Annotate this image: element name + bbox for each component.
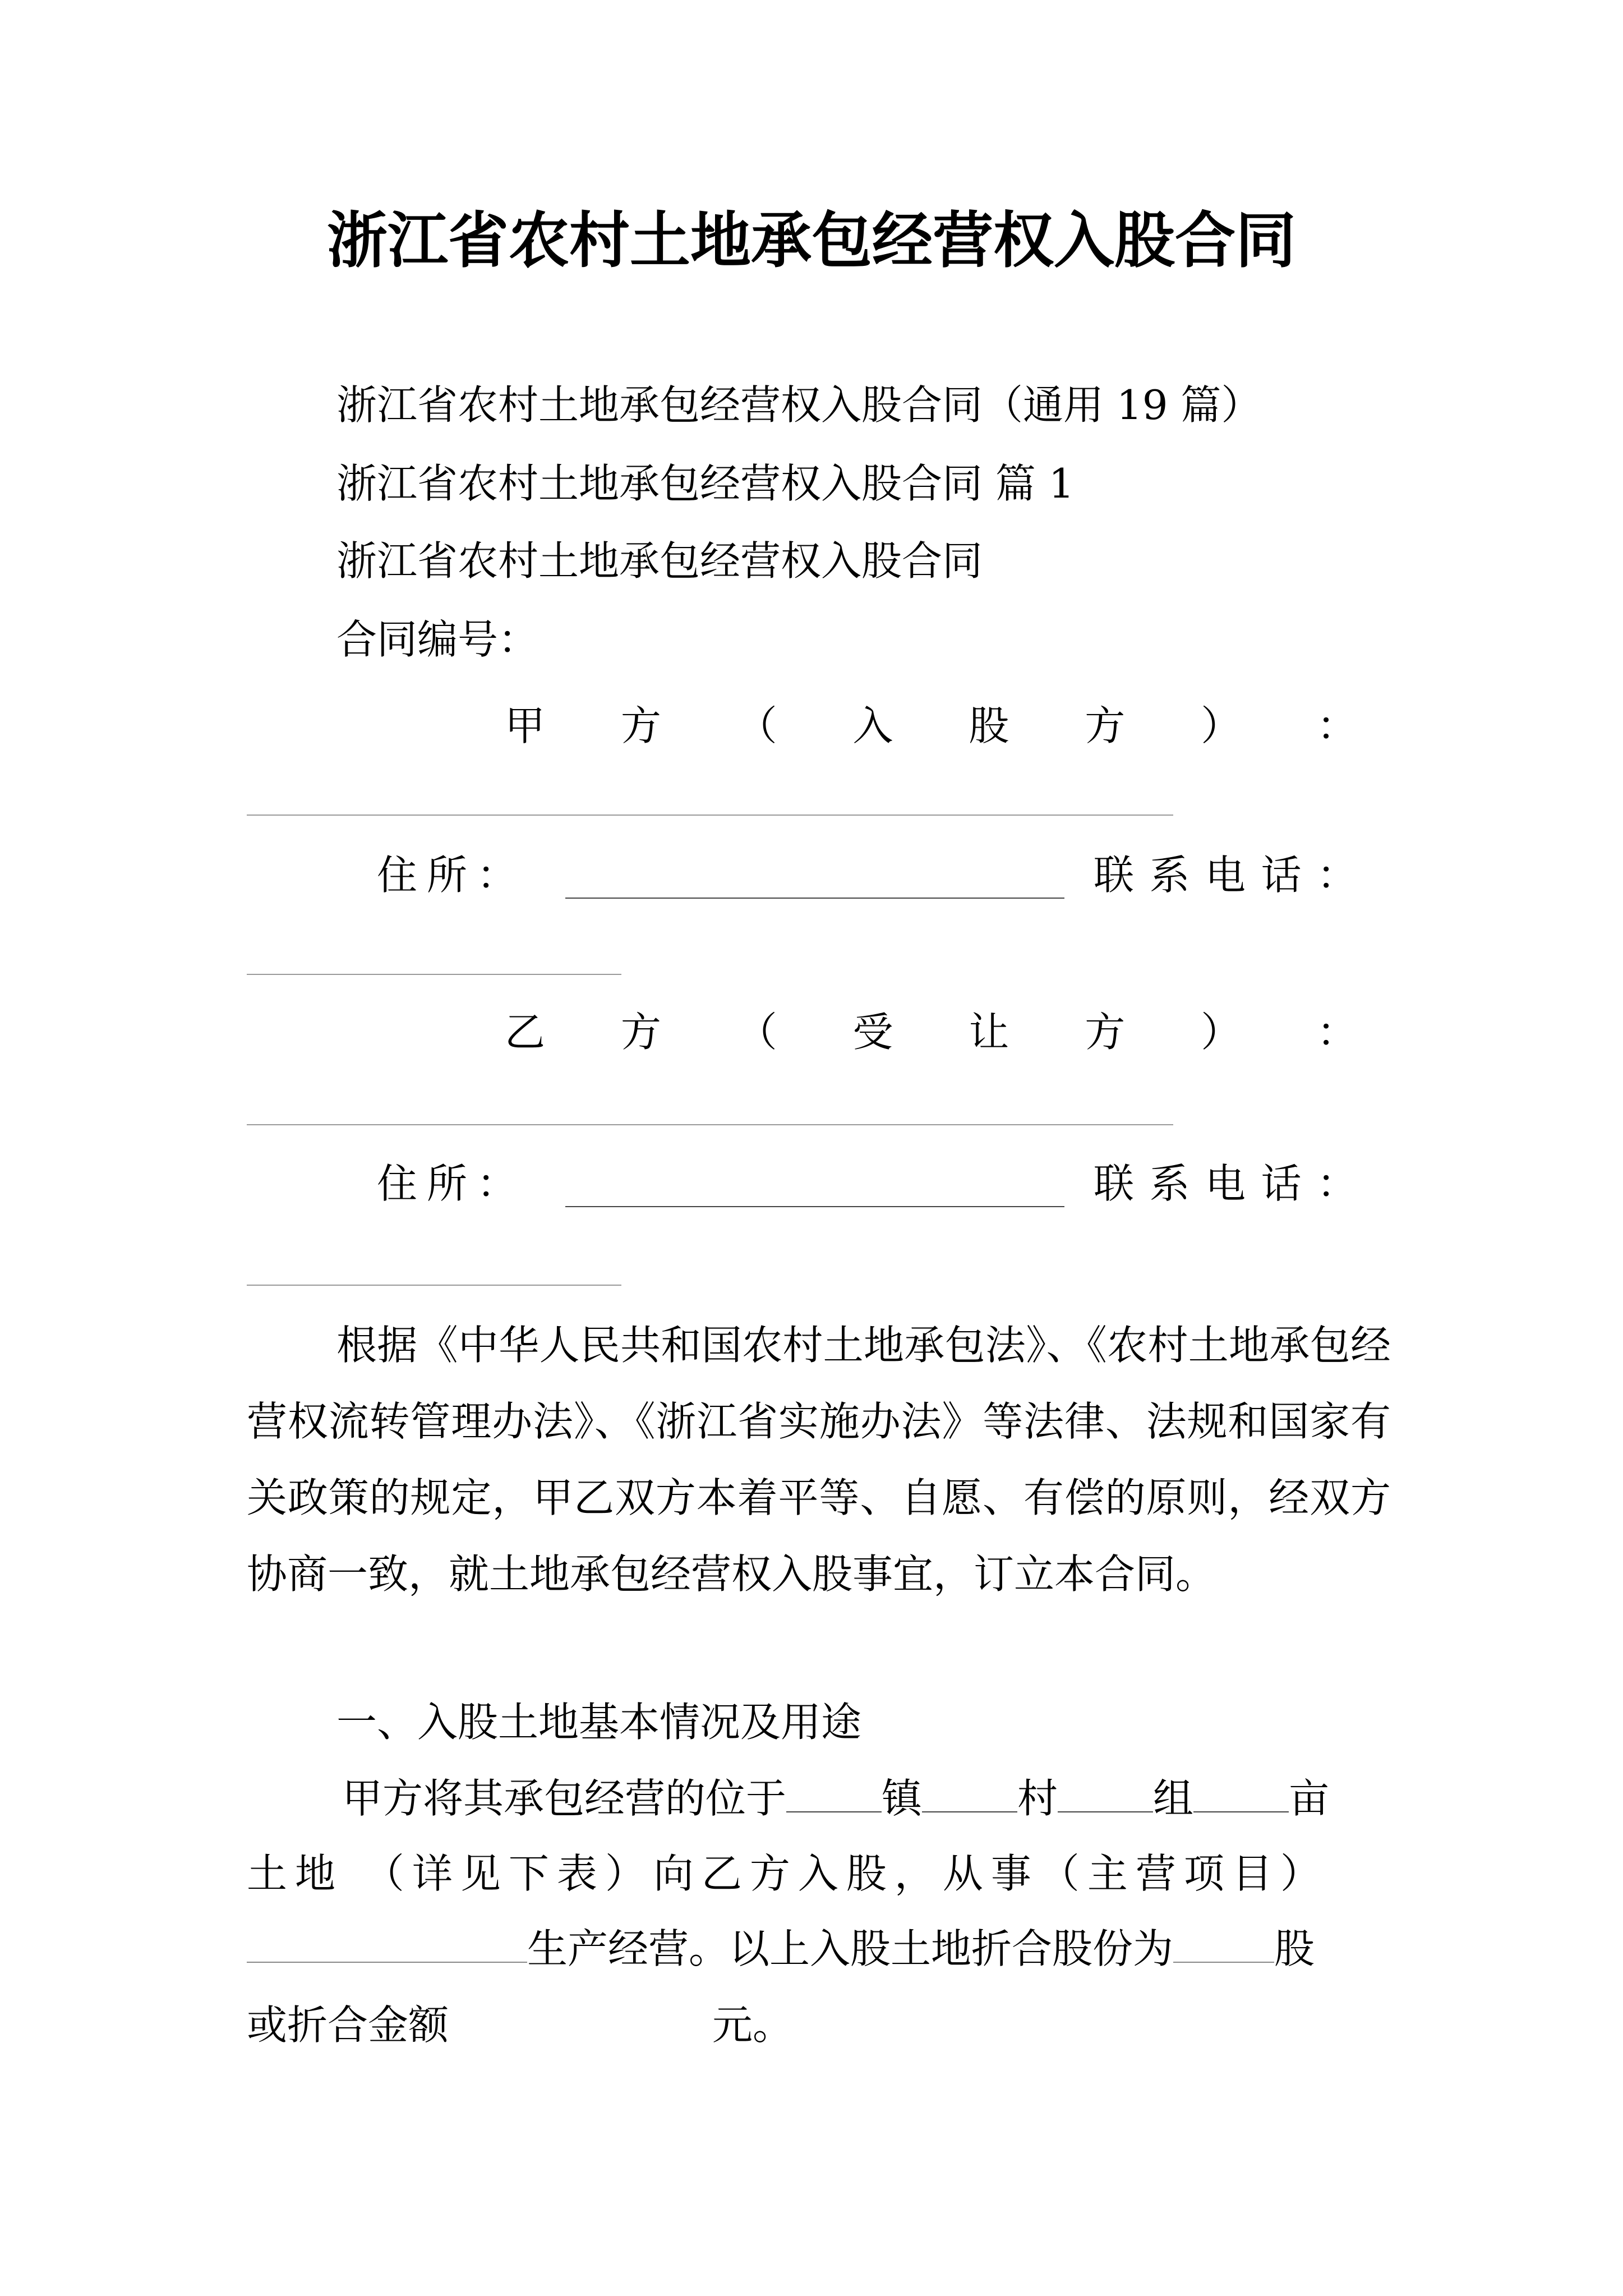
phone-char: ： <box>1316 852 1357 899</box>
party-a-address-label <box>377 847 517 903</box>
document-title: 浙江省农村土地承包经营权入股合同 <box>326 206 1296 276</box>
party-b-char: 方 <box>1085 1009 1126 1056</box>
phone-char: 联 <box>1094 852 1135 899</box>
mu-label: 亩 <box>1289 1775 1330 1822</box>
amount-text: 或折合金额 <box>247 2001 449 2049</box>
phone-char: 话 <box>1261 852 1302 899</box>
party-a-label <box>505 698 1357 754</box>
shares-unit: 股 <box>1274 1925 1315 1972</box>
town-blank <box>786 1772 882 1812</box>
section-1-line-2: 土地 （详见下表）向乙方入股，从事（主营项目） <box>247 1850 1329 1897</box>
party-b-label <box>505 1004 1357 1060</box>
section-1-line-4 <box>247 1997 793 2053</box>
section-1-heading: 一、入股土地基本情况及用途 <box>336 1699 862 1746</box>
subtitle-general: 浙江省农村土地承包经营权入股合同（通用 19 篇） <box>336 381 1262 429</box>
village-blank <box>922 1772 1017 1812</box>
phone-char: 话 <box>1261 1160 1302 1207</box>
town-label: 镇 <box>882 1775 923 1822</box>
village-label: 村 <box>1017 1775 1058 1822</box>
address-char: 所 <box>426 1160 467 1207</box>
party-b-phone-blank <box>247 1285 621 1286</box>
shares-blank <box>1173 1922 1274 1963</box>
party-a-blank-line <box>247 815 1173 816</box>
address-char: 住 <box>377 1160 418 1207</box>
address-char: ： <box>476 1160 517 1207</box>
party-a-address-blank <box>565 898 1064 899</box>
party-a-char: 股 <box>969 702 1009 749</box>
subtitle-article-1: 浙江省农村土地承包经营权入股合同 篇 1 <box>336 460 1075 507</box>
phone-char: 电 <box>1205 852 1246 899</box>
subtitle-contract-name: 浙江省农村土地承包经营权入股合同 <box>336 537 983 585</box>
phone-char: 联 <box>1094 1160 1135 1207</box>
party-a-char: 方 <box>1085 702 1126 749</box>
phone-char: ： <box>1316 1160 1357 1207</box>
party-a-char: 甲 <box>505 702 546 749</box>
party-a-char: ： <box>1316 702 1357 749</box>
party-b-char: ） <box>1201 1009 1242 1056</box>
amount-unit: 元。 <box>712 2001 794 2049</box>
party-b-phone-label <box>1094 1156 1357 1212</box>
party-a-phone-blank <box>247 974 621 975</box>
group-blank <box>1058 1772 1153 1812</box>
party-b-address-label <box>377 1156 517 1212</box>
party-a-char: ） <box>1201 702 1242 749</box>
address-char: 住 <box>377 852 418 899</box>
party-b-char: ： <box>1316 1009 1357 1056</box>
phone-char: 电 <box>1205 1160 1246 1207</box>
party-a-char: 方 <box>620 702 661 749</box>
party-a-char: （ <box>736 702 777 749</box>
section-1-line-1 <box>342 1770 1329 1826</box>
address-char: 所 <box>426 852 467 899</box>
intro-paragraph <box>247 1307 1391 1612</box>
party-b-char: 让 <box>969 1009 1009 1056</box>
intro-text: 根据《中华人民共和国农村土地承包法》、《农村土地承包经营权流转管理办法》、《浙江省实施办法》等法律、法规和国家有关政策的规定，甲乙双方本着平等、自愿、有偿的原则，经双方协商一致，就土地承包经营权入股事宜，订立本合同。 <box>247 1322 1391 1598</box>
contract-number-label: 合同编号： <box>336 616 539 663</box>
address-char: ： <box>476 852 517 899</box>
party-b-char: （ <box>736 1009 777 1056</box>
party-a-char: 入 <box>852 702 893 749</box>
shares-text: 生产经营。以上入股土地折合股份为 <box>527 1925 1174 1972</box>
phone-char: 系 <box>1149 1160 1190 1207</box>
project-blank <box>247 1922 527 1963</box>
section-1-line-3 <box>247 1921 1315 1977</box>
land-location-text: 甲方将其承包经营的位于 <box>342 1775 787 1822</box>
party-b-char: 乙 <box>505 1009 546 1056</box>
party-b-address-blank <box>565 1206 1064 1207</box>
party-b-blank-line <box>247 1124 1173 1125</box>
party-b-char: 受 <box>852 1009 893 1056</box>
area-blank <box>1193 1772 1289 1812</box>
party-a-phone-label <box>1094 847 1357 903</box>
phone-char: 系 <box>1149 852 1190 899</box>
party-b-char: 方 <box>620 1009 661 1056</box>
group-label: 组 <box>1153 1775 1194 1822</box>
